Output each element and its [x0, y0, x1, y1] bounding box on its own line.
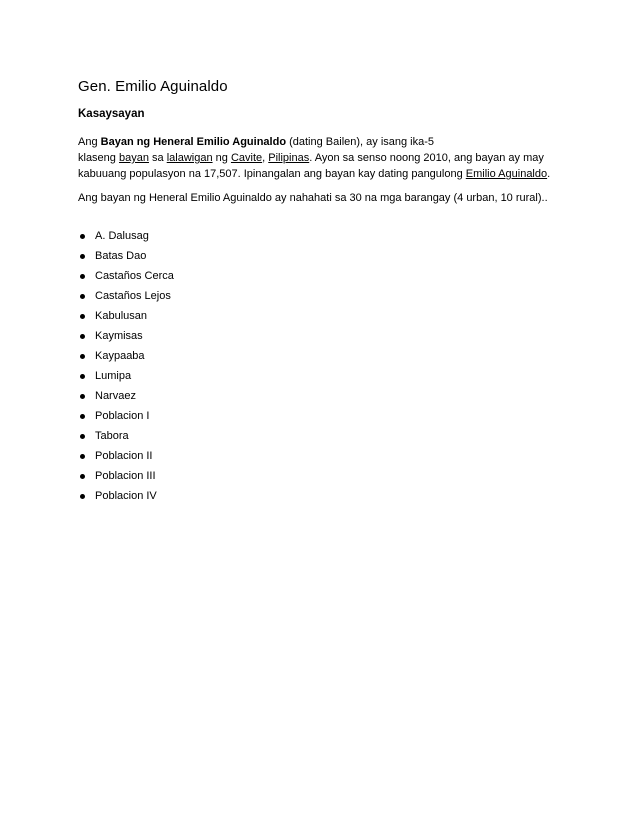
bullet-icon [80, 394, 85, 399]
link-emilio-aguinaldo[interactable]: Emilio Aguinaldo [465, 168, 548, 180]
barangay-name: Lumipa [95, 370, 132, 382]
bullet-icon [80, 294, 85, 299]
barangay-name: Batas Dao [95, 250, 147, 262]
barangay-name: A. Dalusag [95, 230, 149, 242]
barangay-name: Castaños Lejos [95, 290, 171, 302]
barangay-name: Castaños Cerca [95, 270, 174, 282]
page-title: Gen. Emilio Aguinaldo [78, 78, 228, 95]
text-span: sa [148, 152, 167, 164]
intro-line-3 [78, 166, 550, 182]
barangay-name: Narvaez [95, 390, 136, 402]
barangay-name: Poblacion I [95, 410, 150, 422]
barangay-name: Poblacion II [95, 450, 153, 462]
bullet-icon [80, 434, 85, 439]
bullet-icon [80, 354, 85, 359]
barangay-name: Kaymisas [95, 330, 143, 342]
intro-paragraph [78, 134, 550, 182]
link-lalawigan[interactable]: lalawigan [166, 152, 213, 164]
barangay-name: Poblacion III [95, 470, 156, 482]
bullet-icon [80, 234, 85, 239]
text-span: ng [212, 152, 231, 164]
text-span: kabuuang populasyon na 17,507. Ipinangalan ang bayan kay dating pangulong [78, 168, 466, 180]
section-heading: Kasaysayan [78, 108, 145, 120]
text-span: (dating Bailen), ay isang ika-5 [286, 136, 435, 148]
link-pilipinas[interactable]: Pilipinas [268, 152, 310, 164]
bold-town-name: Bayan ng Heneral Emilio Aguinaldo [100, 136, 287, 148]
barangay-name: Kabulusan [95, 310, 147, 322]
bullet-icon [80, 454, 85, 459]
barangay-paragraph: Ang bayan ng Heneral Emilio Aguinaldo ay nahahati sa 30 na mga barangay (4 urban, 10 rural).. [78, 192, 548, 204]
bullet-icon [80, 474, 85, 479]
barangay-name: Poblacion IV [95, 490, 157, 502]
text-span: . Ayon sa senso noong 2010, ang bayan ay may [309, 152, 544, 164]
bullet-icon [80, 254, 85, 259]
text-span: klaseng [78, 152, 119, 164]
bullet-icon [80, 414, 85, 419]
bullet-icon [80, 274, 85, 279]
intro-line-1 [78, 134, 550, 150]
text-span: , [262, 152, 269, 164]
intro-line-2 [78, 150, 550, 166]
link-bayan[interactable]: bayan [118, 152, 149, 164]
text-span: . [547, 168, 551, 180]
bullet-icon [80, 314, 85, 319]
barangay-name: Kaypaaba [95, 350, 145, 362]
bullet-icon [80, 334, 85, 339]
link-cavite[interactable]: Cavite [230, 152, 263, 164]
bullet-icon [80, 374, 85, 379]
bullet-icon [80, 494, 85, 499]
barangay-name: Tabora [95, 430, 129, 442]
text-span: Ang [78, 136, 101, 148]
